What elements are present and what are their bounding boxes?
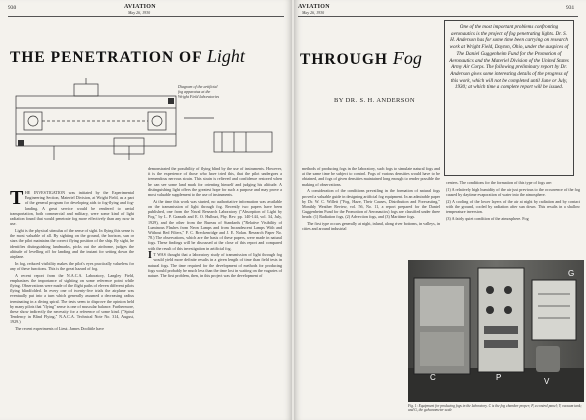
paragraph: methods of producing fogs in the laboratory, such fogs to simulate natural fogs and at the same time be subject to control. Fogs of various densities would have to be obtained, and fogs of given densities maintained long enough to render possible the making of observations. [302,166,440,187]
title-caps: THE PENETRATION OF [10,49,202,66]
left-page [0,0,292,420]
svg-text:G: G [568,269,575,278]
header-rule [298,16,578,17]
paragraph: (2) A cooling of the lower layers of the air at night by radiation and by contact with the ground, cooled by radiation after sun down. This results in a shallow temperature inversion. [446,198,580,215]
running-date: May 26, 1930 [128,10,151,15]
right-page-column-1 [302,166,440,233]
page-number: 930 [8,5,17,11]
article-title-right [300,48,422,69]
photo-illustration [408,260,584,402]
paragraph: I T WAS thought that a laboratory study of transmission of light through fog would yield more definite results in a given length of time than field tests in natural fogs. The time required for the development of methods for producing fogs would probably be much less than the time lost in waiting on the vagaries of nature. The first problem, then, in this project was the development of [148,250,282,279]
paragraph: THE INVESTIGATION was initiated by the Experimental Engineering Section, Materiel Division, at Wright Field, as a part of the general program for developing aids to fog-flying and fog-landing. A great service would be rendered to aerial transportation, both commercial and military, were some kind of light radiation found that would penetrate fog more effectively than any now in use. [10,187,134,227]
right-page [294,0,586,420]
paragraph: demonstrated the possibility of flying blind by the use of instruments. However, it is the experience of those who have tried this, that the pilot undergoes a tremendous nervous strain. This strain is relieved and confidence restored when he can see some land mark for orienting himself and judging his altitude. A distinguishing light offers the greatest hope for such a purpose and may prove a most valuable supplement to the use of instruments. [148,166,282,198]
title-italic: Light [206,46,245,66]
paragraph: At the time this work was started, no authoritative information was available on the transmission of light through fog. Recently two papers have been published, one from the Naval Research Laboratory ("Absorption of Light by Fog," by L. P. Granath and E. O. Hulburt, Phy. Rev. pp. 140-144, vol. 34, July, 1929), and the other from the Bureau of Standards ("Relative Visibility of Luminous Flashes from Neon Lamps and from Incandescent Lamps With and Without Red Filters," F. C. Breckenridge and J. E. Nolan. Research Paper No. 78.) The observations, which are the basis of these papers, were made in natural fogs. These findings will be discussed at the close of this report and compared with the result of this investigation in artificial fog. [148,198,282,251]
running-head: AVIATION [298,4,330,10]
editorial-intro-box [444,20,574,176]
page-number: 931 [566,5,575,11]
paragraph: A consideration of the conditions prevailing in the formation of natural fogs proved a valuable guide in designing artificial fog equipment. In an admirable paper by Dr. W. C. Willett ("Fog, Haze, Their Causes, Distribution and Forecasting," Monthly Weather Review, vol. 56, No. 11, a report prepared for the Daniel Guggenheim Fund for the Promotion of Aeronautics) fogs are classified under three heads: (1) Radiation fogs, (2) Advection fogs, and (3) Maritime fogs. [302,188,440,220]
paragraph: The recent experiments of Lieut. James Doolittle have [15,326,104,332]
title-caps: THROUGH [300,51,388,68]
title-italic: Fog [392,48,422,68]
drop-cap: I [148,250,152,262]
laboratory-photo [408,260,584,402]
left-page-column-1 [10,187,134,333]
right-page-column-2 [446,180,580,222]
svg-text:C: C [430,373,436,382]
svg-text:V: V [544,377,550,386]
running-date: May 26, 1930 [302,10,325,15]
drop-cap: T [10,187,24,209]
photo-caption: Fig. 1: Equipment for producing fogs in the laboratory. C is the fog chamber proper; P, a control panel; V, vacuum tank; and G, the galvanometer scale [408,404,582,413]
diagram-caption: Diagram of the artificial fog apparatus at the Wright Field laboratories [178,84,220,99]
paragraph: (3) A fairly quiet condition of the atmosphere. Fog [446,215,529,221]
header-rule [8,16,284,17]
paragraph: The first type occurs generally at night, inland, along river bottoms, in valleys, in cities and around industrial [302,221,440,232]
paragraph: Light is the physical stimulus of the sense of sight. In flying this sense is the most valuable of all. By sighting on the ground, the horizon, sun or stars the pilot maintains the correct flying position of the ship. By sight, he identifies distinguishing landmarks, picks out the airdrome, judges the altitude of levelling off for landing and the instant for setting down the airplane. [10,227,134,259]
running-head: AVIATION [124,4,156,10]
paragraph: In fog, reduced visibility makes the pilot's eyes practically valueless for any of these functions. This is the great hazard of fog. [10,260,134,271]
paragraph: A recent report from the N.A.C.A. Laboratory, Langley Field, emphasizes the importance of sighting on some reference point while flying. Observations were made of the flight paths of eleven different pilots flying blindfolded. In every one of twenty-five trials the airplane was eventually put into a turn which generally assumed a decreasing radius terminating in a diving spiral. The tests seem to disprove the opinion held by many pilots that "flying" sense is one of muscular balance. Furthermore, these show indirectly the necessity for a reference of some kind. ("Spiral Tendency in Blind Flying," N.A.C.A. Technical Note No. 314, August, 1929.) [10,272,134,325]
svg-text:P: P [496,373,502,382]
article-title-left [10,46,245,67]
byline: BY DR. S. H. ANDERSON [334,97,415,104]
left-page-column-2 [148,166,282,280]
paragraph: centers. The conditions for the formation of this type of fogs are: [446,180,553,185]
intro-text: One of the most important problems confronting aeronautics is the project of fog penetrating lights. Dr. S. H. Anderson has for some time been carrying on research work at Wright Field, Dayton, Ohio, under the auspices of The Daniel Guggenheim Fund for the Promotion of Aeronautics and the Materiel Division of the United States Army Air Corps. The following preliminary report by Dr. Anderson gives some interesting details of the progress of this work, which will not be completed until June or July, 1930; at which time a complete report will be issued. [449,24,569,91]
paragraph: (1) A relatively high humidity of the air just previous to the occurrence of the fog caused by daytime evaporation of water into the atmosphere. [446,186,580,197]
